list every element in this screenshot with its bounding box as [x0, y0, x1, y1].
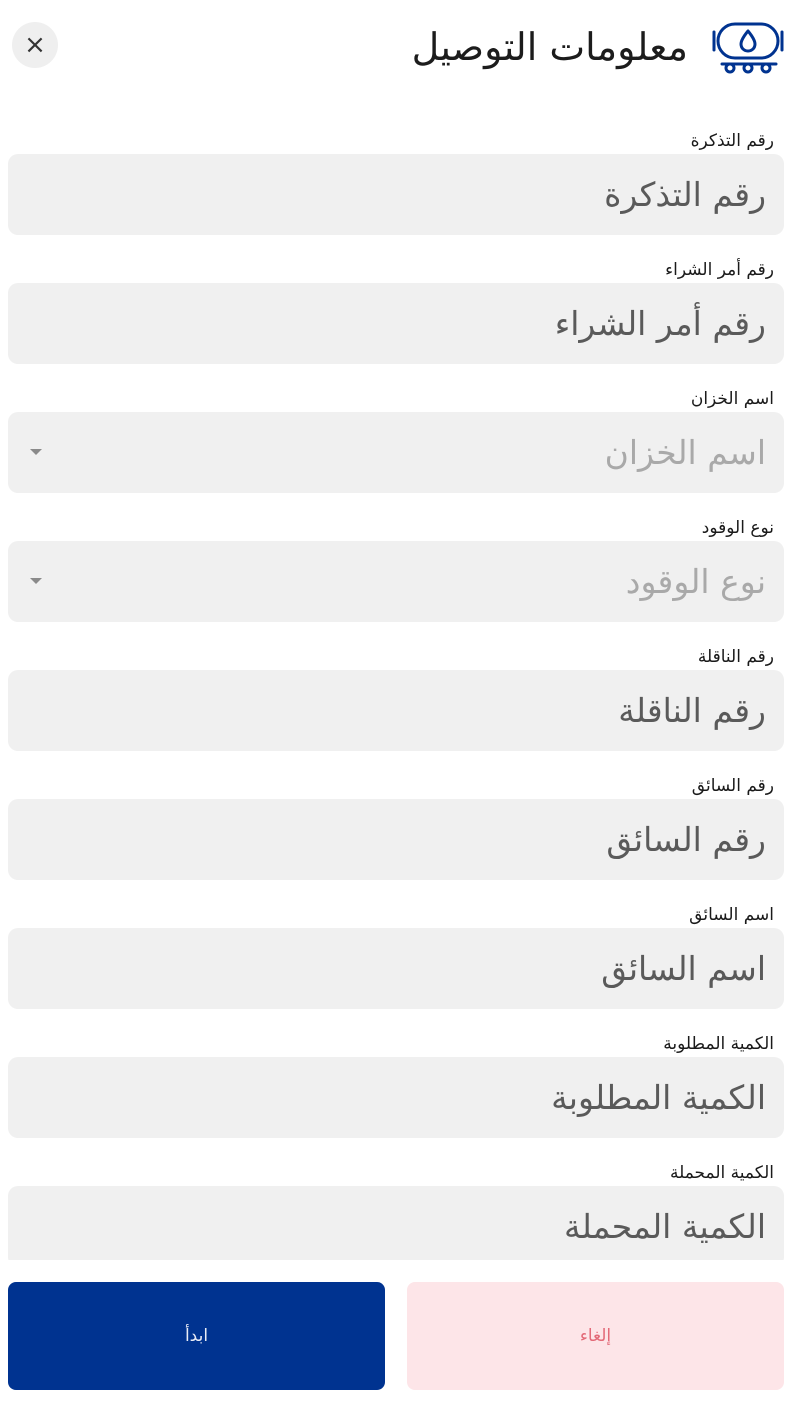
- loaded-quantity-field: [0, 1160, 800, 1260]
- tank-name-field: [0, 386, 800, 502]
- fuel-type-select[interactable]: [8, 541, 784, 622]
- requested-quantity-input[interactable]: [8, 1057, 784, 1138]
- close-button[interactable]: [12, 22, 58, 68]
- input-placeholder: الكمية المطلوبة: [551, 1078, 766, 1117]
- input-placeholder: رقم أمر الشراء: [554, 304, 766, 343]
- input-placeholder: رقم السائق: [606, 820, 766, 859]
- action-bar: [0, 1260, 800, 1404]
- input-placeholder: رقم الناقلة: [618, 691, 766, 730]
- driver-name-field: [0, 902, 800, 1018]
- fuel-tanker-icon: [712, 18, 786, 74]
- field-label: اسم الخزان: [690, 389, 774, 409]
- delivery-form: [0, 92, 800, 1260]
- field-label: الكمية المحملة: [669, 1163, 774, 1183]
- field-label: رقم التذكرة: [690, 131, 774, 151]
- field-label: الكمية المطلوبة: [663, 1034, 774, 1054]
- tanker-number-input[interactable]: [8, 670, 784, 751]
- driver-number-field: [0, 773, 800, 889]
- chevron-down-icon: [30, 449, 42, 455]
- fuel-type-field: [0, 515, 800, 631]
- tanker-number-field: [0, 644, 800, 760]
- ticket-number-input[interactable]: [8, 154, 784, 235]
- field-label: رقم الناقلة: [697, 647, 774, 667]
- field-label: رقم السائق: [691, 776, 774, 796]
- page-title: معلومات التوصيل: [411, 25, 688, 69]
- purchase-order-field: [0, 257, 800, 373]
- field-label: اسم السائق: [689, 905, 774, 925]
- field-label: رقم أمر الشراء: [665, 260, 774, 280]
- header: [0, 0, 800, 92]
- select-placeholder: اسم الخزان: [604, 433, 766, 472]
- input-placeholder: اسم السائق: [601, 949, 766, 988]
- tank-name-select[interactable]: [8, 412, 784, 493]
- select-placeholder: نوع الوقود: [625, 562, 766, 601]
- field-label: نوع الوقود: [701, 518, 774, 538]
- close-icon: ×: [24, 30, 46, 60]
- driver-number-input[interactable]: [8, 799, 784, 880]
- start-button[interactable]: ابدأ: [8, 1282, 385, 1390]
- requested-quantity-field: [0, 1031, 800, 1147]
- input-placeholder: الكمية المحملة: [564, 1207, 766, 1246]
- cancel-button[interactable]: إلغاء: [407, 1282, 784, 1390]
- driver-name-input[interactable]: [8, 928, 784, 1009]
- chevron-down-icon: [30, 578, 42, 584]
- loaded-quantity-input[interactable]: [8, 1186, 784, 1260]
- input-placeholder: رقم التذكرة: [604, 175, 766, 214]
- purchase-order-input[interactable]: [8, 283, 784, 364]
- ticket-number-field: [0, 128, 800, 244]
